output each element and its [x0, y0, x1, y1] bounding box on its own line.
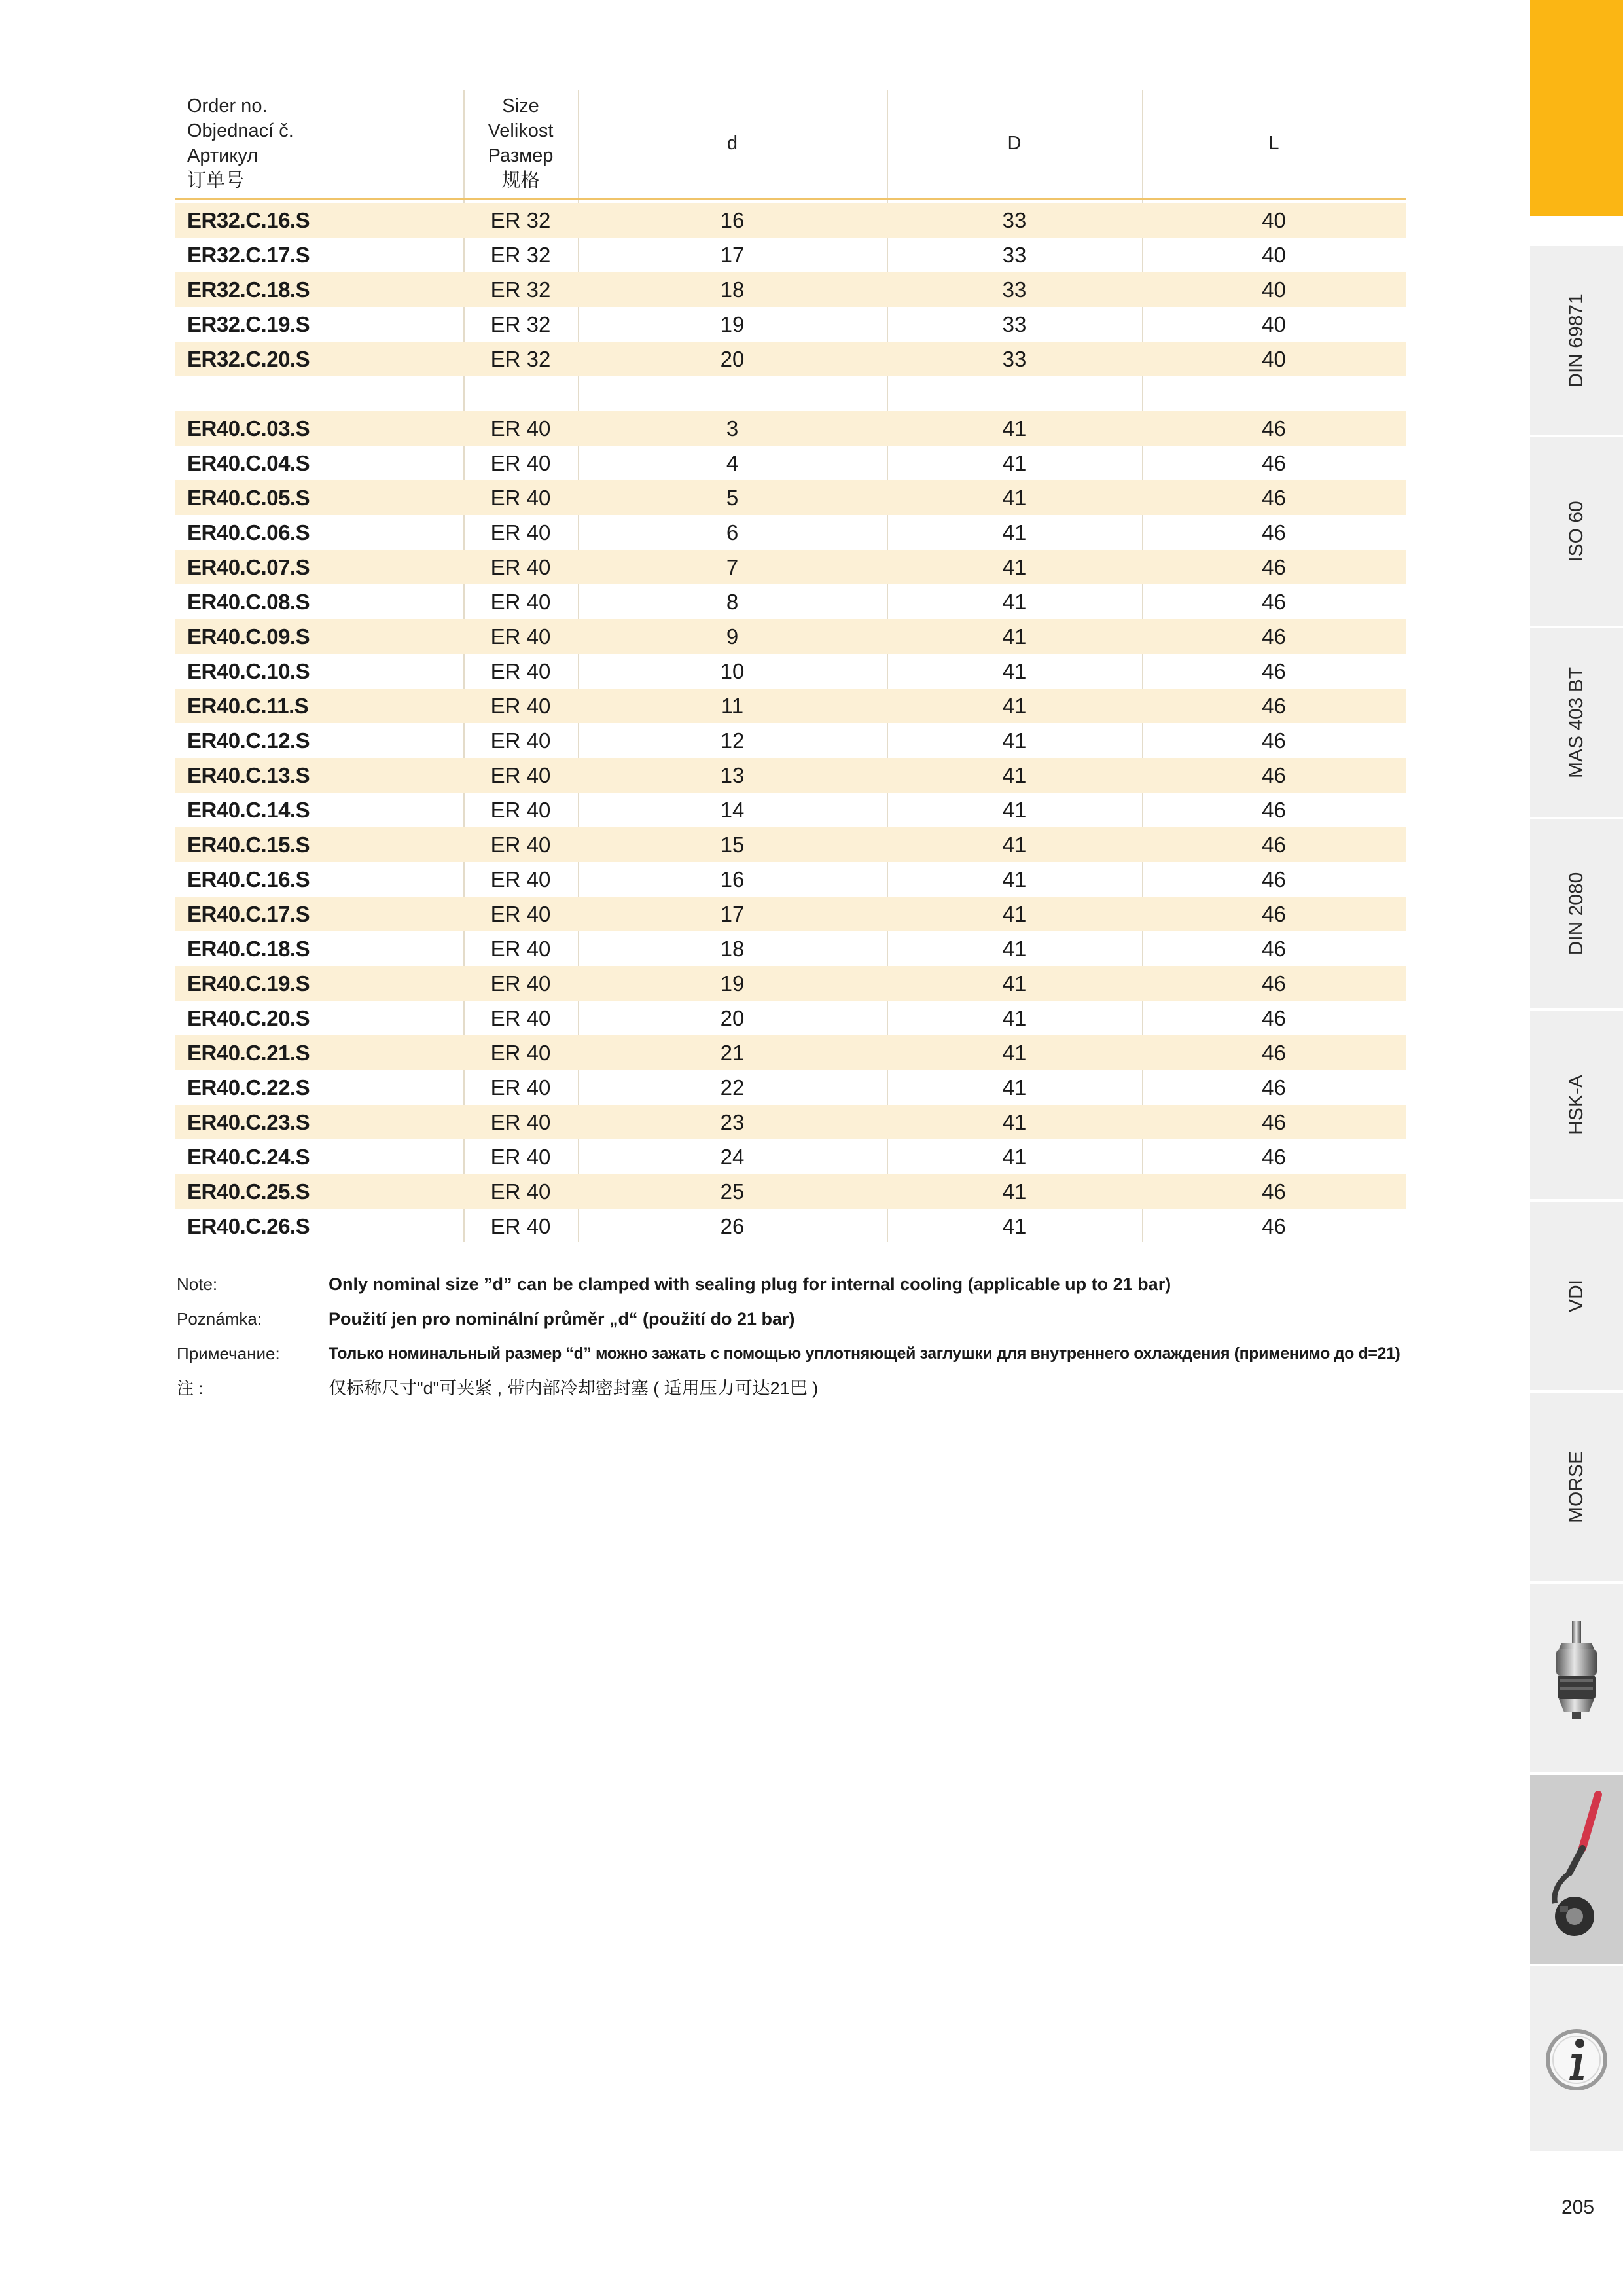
table-row: [175, 1174, 1406, 1209]
tab-label: HSK-A: [1565, 1075, 1587, 1135]
cell-size: ER 40: [490, 1145, 551, 1169]
cell-D: 41: [1002, 624, 1027, 649]
tab-hsk-a[interactable]: [1530, 1011, 1623, 1202]
cell-L: 40: [1262, 312, 1286, 336]
cell-L: 46: [1262, 902, 1286, 926]
cell-d: 24: [720, 1145, 745, 1169]
table-row: [175, 723, 1406, 758]
header-order-cz: Objednací č.: [187, 120, 294, 141]
cell-d: 22: [720, 1075, 745, 1100]
cell-d: 18: [720, 278, 745, 302]
cell-L: 46: [1262, 1214, 1286, 1238]
table-row: [175, 1070, 1406, 1105]
table-row: [175, 862, 1406, 897]
tab-vdi[interactable]: [1530, 1202, 1623, 1393]
cell-order-no: ER40.C.26.S: [187, 1214, 310, 1238]
cell-L: 40: [1262, 278, 1286, 302]
cell-d: 26: [720, 1214, 745, 1238]
header-order-ru: Артикул: [187, 145, 259, 166]
cell-L: 46: [1262, 971, 1286, 996]
cell-order-no: ER40.C.18.S: [187, 937, 310, 961]
cell-order-no: ER40.C.24.S: [187, 1145, 310, 1169]
cell-d: 17: [720, 902, 745, 926]
table-row: [175, 203, 1406, 238]
cell-D: 33: [1002, 208, 1027, 232]
header-order-cn: 订单号: [187, 170, 245, 191]
cell-size: ER 40: [490, 1006, 551, 1030]
cell-size: ER 40: [490, 590, 551, 614]
cell-L: 46: [1262, 937, 1286, 961]
cell-D: 41: [1002, 659, 1027, 683]
cell-size: ER 40: [490, 728, 551, 753]
cell-D: 33: [1002, 312, 1027, 336]
table-row: [175, 897, 1406, 931]
cell-size: ER 32: [490, 347, 551, 371]
cell-size: ER 40: [490, 694, 551, 718]
header-size-en: Size: [502, 96, 539, 117]
cell-D: 41: [1002, 937, 1027, 961]
table-row: [175, 550, 1406, 584]
table-row: [175, 931, 1406, 966]
cell-L: 46: [1262, 520, 1286, 545]
cell-order-no: ER32.C.18.S: [187, 278, 310, 302]
cell-d: 14: [720, 798, 745, 822]
tab-label: MORSE: [1565, 1450, 1587, 1524]
cell-d: 16: [720, 867, 745, 891]
cell-order-no: ER40.C.12.S: [187, 728, 310, 753]
cell-d: 3: [726, 416, 739, 440]
cell-D: 41: [1002, 1145, 1027, 1169]
table-row: [175, 1035, 1406, 1070]
table-row: [175, 342, 1406, 376]
cell-order-no: ER40.C.07.S: [187, 555, 310, 579]
cell-size: ER 40: [490, 1041, 551, 1065]
cell-d: 6: [726, 520, 739, 545]
header-order-en: Order no.: [187, 96, 268, 117]
table-row: [175, 480, 1406, 515]
tab-din-69871[interactable]: [1530, 246, 1623, 437]
cell-D: 41: [1002, 728, 1027, 753]
table-row: [175, 1209, 1406, 1244]
cell-D: 41: [1002, 971, 1027, 996]
cell-d: 16: [720, 208, 745, 232]
tab-wrench-nut[interactable]: [1530, 1775, 1623, 1966]
cell-L: 46: [1262, 1006, 1286, 1030]
cell-d: 17: [720, 243, 745, 267]
cell-D: 41: [1002, 555, 1027, 579]
cell-L: 46: [1262, 486, 1286, 510]
table-row: [175, 584, 1406, 619]
cell-L: 40: [1262, 347, 1286, 371]
cell-order-no: [175, 376, 463, 411]
table-row: [175, 1001, 1406, 1035]
table-row: [175, 446, 1406, 480]
cell-size: ER 40: [490, 1075, 551, 1100]
header-L: L: [1268, 133, 1279, 154]
cell-d: 7: [726, 555, 739, 579]
cell-D: 41: [1002, 1006, 1027, 1030]
cell-D: 41: [1002, 486, 1027, 510]
note-label: Poznámka:: [177, 1309, 262, 1329]
note-text: Only nominal size ”d” can be clamped with sealing plug for internal cooling (applicable up to 21 bar): [329, 1274, 1171, 1294]
cell-L: 46: [1262, 1179, 1286, 1204]
cell-size: ER 40: [490, 902, 551, 926]
cell-order-no: ER32.C.16.S: [187, 208, 310, 232]
cell-size: ER 32: [490, 278, 551, 302]
cell-D: 41: [1002, 833, 1027, 857]
cell-d: 19: [720, 312, 745, 336]
cell-size: [463, 376, 578, 411]
cell-order-no: ER40.C.13.S: [187, 763, 310, 787]
cell-L: 46: [1262, 867, 1286, 891]
cell-L: 46: [1262, 1145, 1286, 1169]
cell-order-no: ER40.C.04.S: [187, 451, 310, 475]
cell-D: 41: [1002, 1041, 1027, 1065]
cell-order-no: ER40.C.17.S: [187, 902, 310, 926]
info-icon: [1530, 1966, 1623, 2153]
cell-d: 25: [720, 1179, 745, 1204]
cell-size: ER 40: [490, 937, 551, 961]
cell-d: 13: [720, 763, 745, 787]
cell-D: 41: [1002, 902, 1027, 926]
header-size-cz: Velikost: [488, 120, 554, 141]
note-text: Только номинальный размер “d” можно зажать с помощью уплотняющей заглушки для внутреннего охлаждения (применимо до d=21): [329, 1344, 1400, 1363]
drill-chuck-icon: [1530, 1584, 1623, 1772]
cell-L: 46: [1262, 1075, 1286, 1100]
page-number: 205: [1561, 2197, 1595, 2218]
cell-L: 40: [1262, 208, 1286, 232]
tab-label: VDI: [1565, 1279, 1587, 1313]
cell-order-no: ER40.C.08.S: [187, 590, 310, 614]
cell-size: ER 40: [490, 659, 551, 683]
cell-L: 46: [1262, 694, 1286, 718]
table-row: [175, 793, 1406, 827]
cell-order-no: ER40.C.16.S: [187, 867, 310, 891]
cell-D: 41: [1002, 1075, 1027, 1100]
note-cz: [177, 1304, 1420, 1340]
cell-D: 41: [1002, 1110, 1027, 1134]
cell-d: 20: [720, 347, 745, 371]
cell-size: ER 40: [490, 486, 551, 510]
cell-D: 41: [1002, 867, 1027, 891]
cell-L: 40: [1262, 243, 1286, 267]
cell-order-no: ER40.C.06.S: [187, 520, 310, 545]
table-row: [175, 1139, 1406, 1174]
table-row: [175, 758, 1406, 793]
cell-L: 46: [1262, 728, 1286, 753]
header-d: d: [726, 133, 738, 154]
cell-D: 33: [1002, 347, 1027, 371]
cell-size: ER 32: [490, 243, 551, 267]
header-D: D: [1007, 133, 1022, 154]
table-row: [175, 272, 1406, 307]
table-row: [175, 515, 1406, 550]
note-ru: [177, 1339, 1420, 1374]
header-order-no: [175, 90, 463, 196]
tab-morse[interactable]: [1530, 1393, 1623, 1584]
cell-order-no: ER40.C.09.S: [187, 624, 310, 649]
cell-d: 20: [720, 1006, 745, 1030]
cell-d: 4: [726, 451, 739, 475]
tab-mas-403-bt[interactable]: [1530, 628, 1623, 819]
header-size-cn: 规格: [501, 170, 540, 191]
cell-size: ER 40: [490, 416, 551, 440]
cell-L: 46: [1262, 1110, 1286, 1134]
cell-size: ER 40: [490, 798, 551, 822]
cell-L: 46: [1262, 555, 1286, 579]
note-cn: [177, 1374, 1420, 1409]
table-header: [175, 90, 1406, 196]
tab-drill-chuck[interactable]: [1530, 1584, 1623, 1775]
cell-D: 41: [1002, 451, 1027, 475]
cell-L: 46: [1262, 451, 1286, 475]
tab-label: DIN 2080: [1565, 872, 1587, 956]
table-row: [175, 307, 1406, 342]
cell-L: 46: [1262, 416, 1286, 440]
section-sidebar: [1530, 0, 1623, 2153]
cell-size: ER 40: [490, 451, 551, 475]
cell-D: [887, 376, 1142, 411]
cell-size: ER 40: [490, 1214, 551, 1238]
cell-order-no: ER40.C.22.S: [187, 1075, 310, 1100]
note-text: Použití jen pro nominální průměr „d“ (použití do 21 bar): [329, 1309, 795, 1329]
note-text: 仅标称尺寸"d"可夹紧 , 带内部冷却密封塞 ( 适用压力可达21巴 ): [329, 1378, 819, 1398]
tab-info[interactable]: [1530, 1966, 1623, 2153]
cell-size: ER 32: [490, 208, 551, 232]
tab-din-2080[interactable]: [1530, 819, 1623, 1011]
cell-d: 23: [720, 1110, 745, 1134]
cell-size: ER 40: [490, 624, 551, 649]
cell-order-no: ER32.C.17.S: [187, 243, 310, 267]
cell-d: 9: [726, 624, 739, 649]
header-rule: [175, 198, 1406, 200]
cell-d: 8: [726, 590, 739, 614]
cell-d: 21: [720, 1041, 745, 1065]
cell-L: 46: [1262, 833, 1286, 857]
cell-size: ER 40: [490, 1179, 551, 1204]
cell-D: 41: [1002, 1214, 1027, 1238]
wrench-and-nut-icon: [1530, 1775, 1623, 1964]
tab-label: DIN 69871: [1565, 293, 1587, 387]
cell-d: 10: [720, 659, 745, 683]
cell-L: 46: [1262, 798, 1286, 822]
table-row: [175, 1105, 1406, 1139]
cell-order-no: ER40.C.21.S: [187, 1041, 310, 1065]
header-size-ru: Размер: [488, 145, 554, 166]
cell-D: 41: [1002, 1179, 1027, 1204]
cell-size: ER 40: [490, 971, 551, 996]
cell-size: ER 32: [490, 312, 551, 336]
cell-order-no: ER40.C.10.S: [187, 659, 310, 683]
table-spacer-row: [175, 376, 1406, 411]
cell-d: 19: [720, 971, 745, 996]
cell-order-no: ER32.C.20.S: [187, 347, 310, 371]
cell-size: ER 40: [490, 555, 551, 579]
note-en: [177, 1270, 1420, 1305]
cell-L: 46: [1262, 590, 1286, 614]
cell-size: ER 40: [490, 1110, 551, 1134]
note-label: 注 :: [177, 1378, 204, 1398]
cell-L: 46: [1262, 659, 1286, 683]
table-row: [175, 238, 1406, 272]
cell-d: 15: [720, 833, 745, 857]
cell-d: 12: [720, 728, 745, 753]
cell-order-no: ER40.C.14.S: [187, 798, 310, 822]
cell-d: 11: [721, 694, 744, 718]
cell-order-no: ER40.C.20.S: [187, 1006, 310, 1030]
cell-L: 46: [1262, 1041, 1286, 1065]
header-size: [463, 90, 578, 196]
cell-size: ER 40: [490, 763, 551, 787]
tab-label: ISO 60: [1565, 501, 1587, 562]
cell-order-no: ER40.C.11.S: [187, 694, 309, 718]
sidebar-accent: [1530, 0, 1623, 216]
cell-size: ER 40: [490, 867, 551, 891]
cell-D: 41: [1002, 590, 1027, 614]
tab-label: MAS 403 BT: [1565, 666, 1587, 779]
table-row: [175, 411, 1406, 446]
cell-order-no: ER32.C.19.S: [187, 312, 310, 336]
cell-order-no: ER40.C.25.S: [187, 1179, 310, 1204]
cell-order-no: ER40.C.15.S: [187, 833, 310, 857]
cell-d: 5: [726, 486, 739, 510]
note-label: Note:: [177, 1274, 218, 1294]
cell-D: 41: [1002, 798, 1027, 822]
cell-D: 41: [1002, 763, 1027, 787]
cell-D: 33: [1002, 278, 1027, 302]
cell-size: ER 40: [490, 520, 551, 545]
cell-D: 41: [1002, 694, 1027, 718]
table-row: [175, 619, 1406, 654]
table-row: [175, 689, 1406, 723]
cell-L: 46: [1262, 763, 1286, 787]
cell-D: 33: [1002, 243, 1027, 267]
cell-order-no: ER40.C.03.S: [187, 416, 310, 440]
table-row: [175, 966, 1406, 1001]
cell-d: [578, 376, 887, 411]
cell-d: 18: [720, 937, 745, 961]
cell-D: 41: [1002, 416, 1027, 440]
table-row: [175, 654, 1406, 689]
cell-order-no: ER40.C.05.S: [187, 486, 310, 510]
tab-iso-60[interactable]: [1530, 437, 1623, 628]
cell-L: [1142, 376, 1406, 411]
cell-D: 41: [1002, 520, 1027, 545]
cell-order-no: ER40.C.19.S: [187, 971, 310, 996]
cell-order-no: ER40.C.23.S: [187, 1110, 310, 1134]
cell-L: 46: [1262, 624, 1286, 649]
cell-size: ER 40: [490, 833, 551, 857]
table-row: [175, 827, 1406, 862]
note-label: Примечание:: [177, 1344, 280, 1363]
